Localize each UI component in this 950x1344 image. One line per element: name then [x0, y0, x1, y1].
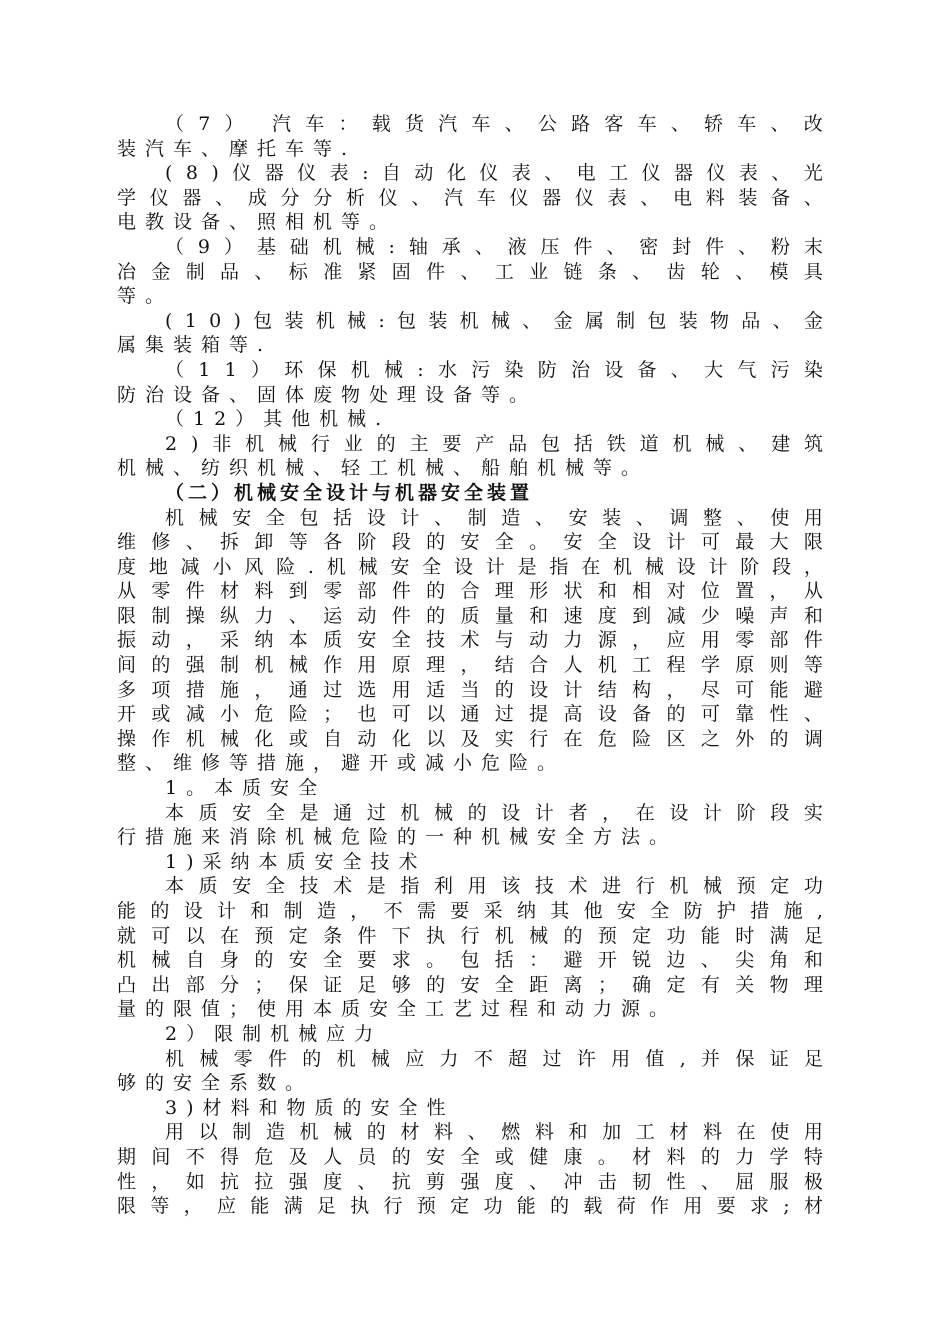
text-line: 凸 出 部 分 ； 保 证 足 够 的 安 全 距 离 ； 确 定 有 关 物 理 — [117, 973, 823, 996]
text-line: 机械、纺织机械、轻工机械、船舶机械等。 — [117, 457, 650, 480]
text-line: 机 械 自 身 的 安 全 要 求 。 包 括 ： 避 开 锐 边 、 尖 角 和 — [117, 949, 823, 972]
text-line: 维 修 、 拆 卸 等 各 阶 段 的 安 全 。 安 全 设 计 可 最 大 限 — [117, 531, 823, 554]
text-line: 期 间 不 得 危 及 人 员 的 安 全 或 健 康 。 材 料 的 力 学 特 — [117, 1145, 823, 1168]
text-line: 本 质 安 全 是 通 过 机 械 的 设 计 者 ， 在 设 计 阶 段 实 — [165, 801, 823, 824]
text-line: 机 械 安 全 包 括 设 计 、 制 造 、 安 装 、 调 整 、 使 用 — [165, 506, 823, 529]
text-line: 1。本质安全 — [165, 777, 327, 800]
text-line: 3)材料和物质的安全性 — [165, 1096, 455, 1119]
text-line: 就 可 以 在 预 定 条 件 下 执 行 机 械 的 预 定 功 能 时 满 足 — [117, 924, 823, 947]
text-line: 量的限值；使用本质安全工艺过程和动力源。 — [117, 998, 678, 1021]
text-line: 性 ， 如 抗 拉 强 度 、 抗 剪 强 度 、 冲 击 韧 性 、 屈 服 极 — [117, 1170, 823, 1193]
text-line: 间 的 强 制 机 械 作 用 原 理 ， 结 合 人 机 工 程 学 原 则 等 — [117, 654, 823, 677]
text-line: 装汽车、摩托车等. — [117, 137, 357, 160]
text-line: 能 的 设 计 和 制 造 ， 不 需 要 采 纳 其 他 安 全 防 护 措 施 , — [117, 900, 823, 922]
text-line: 机 械 零 件 的 机 械 应 力 不 超 过 许 用 值 , 并 保 证 足 — [165, 1047, 823, 1070]
text-line: 防治设备、固体废物处理设备等。 — [117, 383, 538, 406]
text-line: 冶 金 制 品 、 标 准 紧 固 件 、 工 业 链 条 、 齿 轮 、 模 具 — [117, 260, 823, 283]
text-line: 等。 — [117, 285, 174, 308]
text-line: 用 以 制 造 机 械 的 材 料 、 燃 料 和 加 工 材 料 在 使 用 — [165, 1121, 823, 1144]
text-line: 从 零 件 材 料 到 零 部 件 的 合 理 形 状 和 相 对 位 置 ， 从 — [117, 580, 823, 603]
text-line: ( 1 0 ) 包 装 机 械 : 包 装 机 械 、 金 属 制 包 装 物 品 、 金 — [165, 309, 823, 332]
text-line: ( 8 ) 仪 器 仪 表 : 自 动 化 仪 表 、 电 工 仪 器 仪 表 、 光 — [165, 162, 823, 185]
text-line: （12）其他机械. — [165, 408, 391, 431]
text-line: 够的安全系数。 — [117, 1072, 314, 1095]
text-line: 操 作 机 械 化 或 自 动 化 以 及 实 行 在 危 险 区 之 外 的 调 — [117, 727, 823, 750]
text-line: 行措施来消除机械危险的一种机械安全方法。 — [117, 826, 678, 849]
text-line: （ 9 ） 基 础 机 械 : 轴 承 、 液 压 件 、 密 封 件 、 粉 末 — [165, 235, 823, 258]
text-line: 多 项 措 施 ， 通 过 选 用 适 当 的 设 计 结 构 ， 尽 可 能 避 — [117, 678, 823, 701]
text-line: 振 动 ， 采 纳 本 质 安 全 技 术 与 动 力 源 ， 应 用 零 部 件 — [117, 629, 823, 652]
section-heading: （二）机械安全设计与机器安全装置 — [165, 481, 534, 504]
text-line: （ 7 ） 汽 车 ： 载 货 汽 车 、 公 路 客 车 、 轿 车 、 改 — [165, 113, 823, 135]
document-page — [117, 112, 823, 1219]
text-line: 2）限制机械应力 — [165, 1022, 383, 1045]
text-line: 1)采纳本质安全技术 — [165, 850, 427, 873]
text-line: （ 1 1 ） 环 保 机 械 : 水 污 染 防 治 设 备 、 大 气 污 染 — [165, 358, 823, 381]
text-line: 学 仪 器 、 成 分 分 析 仪 、 汽 车 仪 器 仪 表 、 电 料 装 备 、 — [117, 186, 823, 209]
text-line: 属集装箱等. — [117, 334, 273, 357]
text-line: 度 地 减 小 风 险 . 机 械 安 全 设 计 是 指 在 机 械 设 计 阶 段 ， — [117, 555, 823, 578]
text-line: 限 等 ， 应 能 满 足 执 行 预 定 功 能 的 载 荷 作 用 要 求 ; 材 — [117, 1195, 823, 1218]
text-line: 限 制 操 纵 力 、 运 动 件 的 质 量 和 速 度 到 减 少 噪 声 和 — [117, 604, 823, 627]
text-line: 2 ) 非 机 械 行 业 的 主 要 产 品 包 括 铁 道 机 械 、 建 筑 — [165, 432, 823, 455]
text-line: 开 或 减 小 危 险 ； 也 可 以 通 过 提 高 设 备 的 可 靠 性 、 — [117, 703, 823, 726]
text-line: 电教设备、照相机等。 — [117, 211, 398, 234]
text-line: 本 质 安 全 技 术 是 指 利 用 该 技 术 进 行 机 械 预 定 功 — [165, 875, 823, 898]
text-line: 整、维修等措施，避开或减小危险。 — [117, 752, 566, 775]
